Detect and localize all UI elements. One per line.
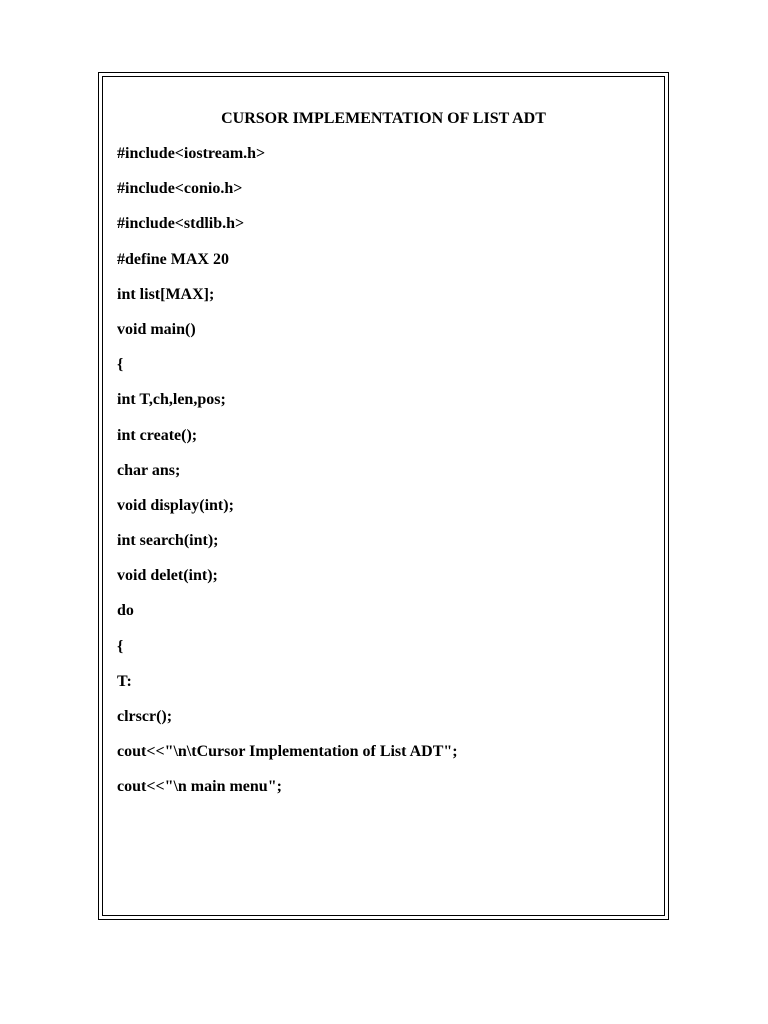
page-inner-border bbox=[102, 76, 665, 916]
code-line: { bbox=[117, 356, 124, 374]
code-line: #define MAX 20 bbox=[117, 250, 229, 268]
code-line: int list[MAX]; bbox=[117, 285, 215, 303]
document-title: CURSOR IMPLEMENTATION OF LIST ADT bbox=[221, 110, 546, 127]
code-line: T: bbox=[117, 672, 132, 690]
code-line: void delet(int); bbox=[117, 567, 218, 585]
code-line: char ans; bbox=[117, 461, 181, 479]
code-line: int create(); bbox=[117, 426, 198, 444]
code-line: void main() bbox=[117, 320, 196, 338]
code-line: cout<<"\n\tCursor Implementation of List ADT"; bbox=[117, 743, 458, 761]
page-border bbox=[98, 72, 669, 920]
code-line: #include<stdlib.h> bbox=[117, 215, 245, 233]
code-listing bbox=[117, 144, 458, 813]
code-line: cout<<"\n main menu"; bbox=[117, 778, 282, 796]
code-line: { bbox=[117, 637, 124, 655]
code-line: void display(int); bbox=[117, 496, 234, 514]
code-line: #include<iostream.h> bbox=[117, 145, 266, 162]
code-line: #include<conio.h> bbox=[117, 180, 243, 198]
code-line: do bbox=[117, 602, 134, 620]
code-line: int search(int); bbox=[117, 532, 219, 550]
code-line: clrscr(); bbox=[117, 708, 173, 725]
code-line: int T,ch,len,pos; bbox=[117, 391, 226, 409]
